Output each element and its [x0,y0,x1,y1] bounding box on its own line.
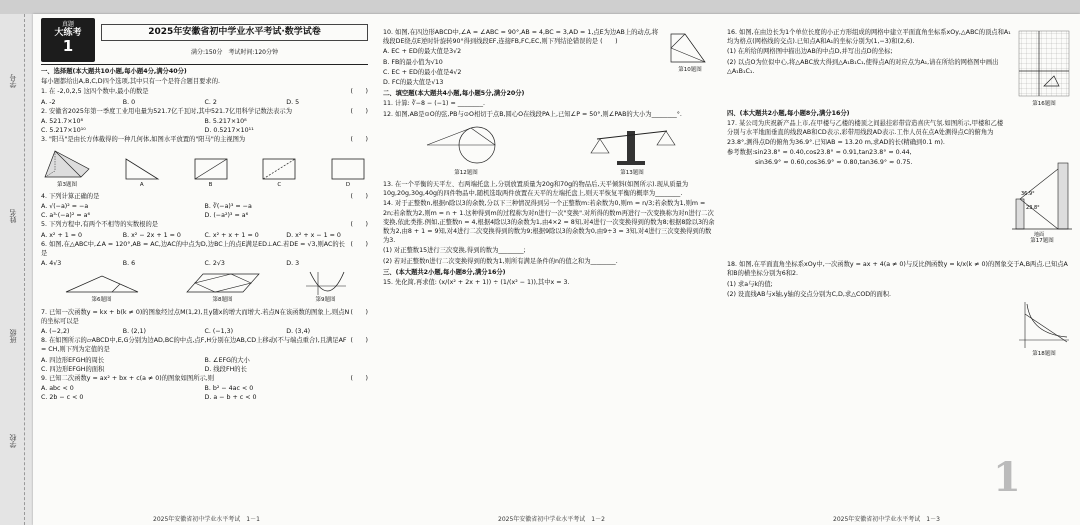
q6-q9-figures [41,270,368,305]
answer-paren: ( ) [350,240,368,248]
buildings-diagram [1012,159,1072,237]
triangle-abc [62,270,142,296]
quadrilateral-abcd [665,28,715,66]
option: C. 2 [204,98,217,106]
question-1 [41,87,368,96]
option: C. x² + x + 1 = 0 [204,231,259,239]
option: D. FC的最大值是√13 [383,79,444,87]
figure-caption: 第9题图 [315,297,336,304]
question-6 [41,240,368,258]
question-11: 11. 计算: ∛−8 − (−1) = ________. [383,100,485,108]
option: A. √(−a)² = −a [41,203,89,211]
question-text: 7. 已知一次函数y = kx + b(k ≠ 0)的图象经过点M(1,2),且y随x的增大而增大.若点N在该函数的图象上,则点N的坐标可以是 [41,308,350,325]
view-c [259,155,299,181]
option: B. (2,1) [122,328,147,336]
q3-option-a [122,155,162,190]
option: B. b² − 4ac < 0 [204,385,254,393]
option: A. EC + ED的最大值是3√2 [383,48,462,56]
question-17: 17. 某公司为庆祝新产品上市,在甲楼与乙楼的楼顶之间悬挂彩带营造喜庆气氛.如图所示,甲楼和乙楼分别与水平地面垂直的线段AB和CD表示,彩带用线段AD表示.工作人员在点A处测得点C的俯角为23.8°,测得点D的俯角为36.9°.已知AB = 13.20 m,求AD的长(精确到0.1 m). [727,120,1004,146]
q18-figure [1017,300,1071,359]
q4-options [41,202,368,220]
option: D. 0.5217×10¹¹ [204,127,254,135]
question-8 [41,336,368,354]
answer-paren: ( ) [350,221,368,229]
function-graph [1017,300,1071,350]
question-16-part-2: (2) 以点O为位似中心,将△ABC放大得到△A₁B₁C₁,使得点A的对应点为A₁,请在所给的网格图中画出△A₁B₁C₁. [727,58,999,75]
question-18-part-1: (1) 求a与k的值; [727,280,773,288]
q3-solid-figure [41,147,93,190]
option: C. 2b − c < 0 [41,394,84,402]
question-14-part-1: (1) 对正整数15进行三次变换,得到的数为________; [383,247,526,255]
balance-scale [587,121,677,169]
badge-top: 真题 [61,21,74,28]
q7-options [41,327,368,336]
question-text: 1. 在 -2,0,2,5 这四个数中,最小的数是 [41,88,149,96]
option: C. (−1,3) [204,328,234,336]
section-1-note: 每小题都给出A,B,C,D四个选项,其中只有一个是符合题目要求的. [41,78,221,86]
q3-option-d [328,155,368,190]
question-18: 18. 如图,在平面直角坐标系xOy中,一次函数y = ax + 4(a ≠ 0)与反比例函数y = k/x(k ≠ 0)的图象交于A,B两点.已知点A和B的横坐标分别为6和2. [727,261,1068,278]
badge-mid: 大练考 [54,28,82,39]
option: C. EC + ED的最小值是4√2 [383,68,462,76]
question-18-part-2: (2) 设直线AB与x轴,y轴的交点分别为C,D,求△COD的面积. [727,290,892,298]
circle-tangent [421,121,511,169]
question-text: 2. 安徽省2025年第一季度工业用电量为521.7亿千瓦时,其中521.7亿用科学记数法表示为 [41,107,292,115]
badge-number: 1 [62,37,74,56]
option: D. (3,4) [286,328,311,336]
exam-header [41,18,368,65]
q3-option-b [191,155,231,190]
coordinate-grid [1016,28,1072,100]
question-5 [41,220,368,229]
corner-page-number: 1 [993,454,1021,501]
question-text: 9. 已知二次函数y = ax² + bx + c(a ≠ 0)的图象如图所示,则 [41,375,215,383]
binding-strip [0,14,34,525]
figure-caption: 第3题图 [57,181,77,188]
angle-label-2: 23.8° [1026,205,1040,212]
answer-paren: ( ) [350,136,368,144]
option: A. 4√3 [41,260,62,268]
series-badge [41,18,95,62]
option: D. 3 [286,260,300,268]
answer-paren: ( ) [350,88,368,96]
section-1-heading: 一、选择题(本大题共10小题,每小题4分,满分40分) [41,68,187,75]
question-text: 3. "阳马"是由长方体截得的一种几何体,如图水平放置的"阳马"的主视图为 [41,136,246,144]
q9-figure [304,270,348,305]
cut-line [24,14,25,525]
question-text: 10. 如图,在四边形ABCD中,∠A = ∠ABC = 90°,AB = 4,BC = 3,AD = 1,点E为边AB上的动点,将线段DE绕点E逆时针旋转90°得到线段EF,连接FB,FC,EC,则下列结论错误的是 [383,29,659,46]
question-text: 6. 如图,在△ABC中,∠A = 120°,AB = AC,边AC的中点为D,边BC上的点E满足ED⊥AC.若DE = √3,则AC的长是 [41,240,345,258]
question-3 [41,135,368,144]
option: A. abc < 0 [41,385,74,393]
view-d [328,155,368,181]
option: D. 5 [286,98,300,106]
q12-figure [421,121,511,178]
option: C. a³·(−a)² = a⁶ [41,212,91,220]
question-9 [41,374,368,383]
q1-options [41,98,368,107]
option: B. x² − 2x + 1 = 0 [122,231,181,239]
option: A. (−2,2) [41,328,70,336]
question-14-part-2: (2) 若对正整数n进行二次变换得到的数为1,则所有满足条件的n的值之和为________. [383,257,618,265]
q5-options [41,231,368,240]
q17-figure [1012,159,1072,246]
figure-caption: 第17题图 [1030,238,1054,245]
q6-options [41,259,368,268]
answer-paren: ( ) [350,337,368,345]
figure-caption: 第12题图 [454,169,478,176]
option: B. ∠EFG的大小 [204,356,250,364]
parabola-graph [304,270,348,296]
footer-page-3: 2025年安徽省初中学业水平考试 1－3 [833,516,940,523]
ground-label: 地面 [1034,232,1045,238]
figure-caption: 第6题图 [91,297,112,304]
question-16: 16. 如图,在由边长为1个单位长度的小正方形组成的网格中建立平面直角坐标系xOy,△ABC的顶点和A₁均为格点(网格线的交点).已知点A和A₁的坐标分别为(1,−3)和(2,6). [727,29,1011,46]
figure-caption: 第8题图 [212,297,233,304]
question-14: 14. 对于正整数n,根据n除以3的余数,分以下三种情况得到另一个正整数m:若余数为0,则m = n/3;若余数为1,则m = 2n;若余数为2,则m = n + 1.这种得到m的过程称为对n进行一次"变换".对所得的数m再进行一次变换称为对n进行二次变换,依此类推.例如,正整数n = 4,根据4除以3的余数为1,由4×2 = 8知,对4进行一次变换得到的数为8;根据8除以3的余数为2,由8 + 1 = 9知,对4进行二次变换得到的数为9;根据9除以3的余数为0,由9÷3 = 3知,对4进行三次变换得到的数为3. [383,200,715,245]
question-text: 4. 下列计算正确的是 [41,192,100,200]
exam-title: 2025年安徽省初中学业水平考试·数学试卷 [101,24,368,41]
answer-paren: ( ) [350,375,368,383]
option: A. x² + 1 = 0 [41,231,83,239]
question-16-part-1: (1) 在所给的网格图中描出边AB的中点D,并写出点D的坐标; [727,48,893,56]
question-15: 15. 先化简,再求值: (x/(x² + 2x + 1)) ÷ (1/(x² − 1)),其中x = 3. [383,279,570,287]
exam-subtitle: 满分:150分 考试时间:120分钟 [191,49,278,56]
option: D. 线段FH的长 [204,365,247,373]
school-label: 学校 [9,434,17,448]
q6-figure [62,270,142,305]
option: A. 521.7×10⁸ [41,118,84,126]
q16-figure [1016,28,1072,109]
question-7 [41,308,368,326]
q10-figure [665,28,715,75]
question-text: 5. 下列方程中,有两个不相等的实数根的是 [41,221,159,229]
answer-paren: ( ) [350,192,368,200]
option: C. 2√3 [204,260,225,268]
page-1 [41,18,368,403]
figure-caption: 第10题图 [678,67,702,73]
answer-paren: ( ) [350,308,368,316]
option-label: D [345,181,351,188]
option: D. x² + x − 1 = 0 [286,231,341,239]
q13-figure [587,121,677,178]
class-label: 班级 [9,329,17,343]
q8-figure [183,270,263,305]
footer-page-1: 2025年安徽省初中学业水平考试 1－1 [153,516,260,523]
question-text: 8. 在如图所示的▱ABCD中,E,G分别为边AD,BC的中点,点F,H分别在边AB,CD上移动(不与端点重合),且满足AF = CH,则下列为定值的是 [41,337,347,354]
name-label: 姓名 [9,209,17,223]
footer-page-2: 2025年安徽省初中学业水平考试 1－2 [498,516,605,523]
q3-option-c [259,155,299,190]
exam-sheet [33,14,1080,525]
view-a [122,155,162,181]
option: C. 四边形EFGH的面积 [41,365,105,373]
section-2-heading: 二、填空题(本大题共4小题,每小题5分,满分20分) [383,90,525,98]
question-12: 12. 如图,AB是⊙O的弦,PB与⊙O相切于点B,圆心O在线段PA上,已知∠P = 50°,则∠PAB的大小为________°. [383,110,682,118]
question-2 [41,107,368,116]
option: B. FB的最小值为√10 [383,58,443,66]
option: B. 5.217×10⁸ [204,118,247,126]
option: B. ∛(−a)³ = −a [204,203,252,211]
yangma-solid [41,147,93,181]
question-4 [41,192,368,201]
option: A. -2 [41,98,56,106]
option: C. 5.217×10¹⁰ [41,127,86,135]
option-label: C [277,181,282,188]
option: D. a − b + c < 0 [204,394,257,402]
q8-options [41,356,368,374]
parallelogram-abcd [183,270,263,296]
page-2 [383,28,715,288]
q12-q13-figures [383,121,715,178]
angle-label-1: 36.9° [1021,191,1035,198]
figure-caption: 第18题图 [1032,351,1056,358]
option: D. (−a²)³ = a⁶ [204,212,249,220]
question-17-ref-1: 参考数据:sin23.8° ≈ 0.40,cos23.8° ≈ 0.91,tan23.8° ≈ 0.44, [727,148,912,156]
section-3-heading: 三、(本大题共2小题,每小题8分,满分16分) [383,268,506,276]
answer-paren: ( ) [350,107,368,115]
option: B. 6 [122,260,136,268]
view-b [191,155,231,181]
student-id-label: 学号 [9,74,17,88]
q9-options [41,384,368,402]
figure-caption: 第13题图 [620,169,644,176]
section-4-heading: 四、(本大题共2小题,每小题8分,满分16分) [727,110,850,118]
page-3 [727,28,1072,359]
q3-figures [41,147,368,190]
question-13: 13. 在一个平衡的天平左、右两端托盘上,分别放置质量为20g和70g的物品后,天平倾斜(如图所示).现从质量为10g,20g,30g,40g的四件物品中,随机选取两件放置在天平的左端托盘上,则天平恢复平衡的概率为________. [383,181,689,198]
question-17-ref-2: sin36.9° ≈ 0.60,cos36.9° ≈ 0.80,tan36.9° ≈ 0.75. [755,159,913,167]
q2-options [41,117,368,135]
option: B. 0 [122,98,136,106]
option: A. 四边形EFGH的周长 [41,356,105,364]
answer-paren: ( ) [600,38,618,46]
figure-caption: 第16题图 [1032,101,1056,107]
option-label: A [139,181,144,188]
option-label: B [208,181,213,188]
